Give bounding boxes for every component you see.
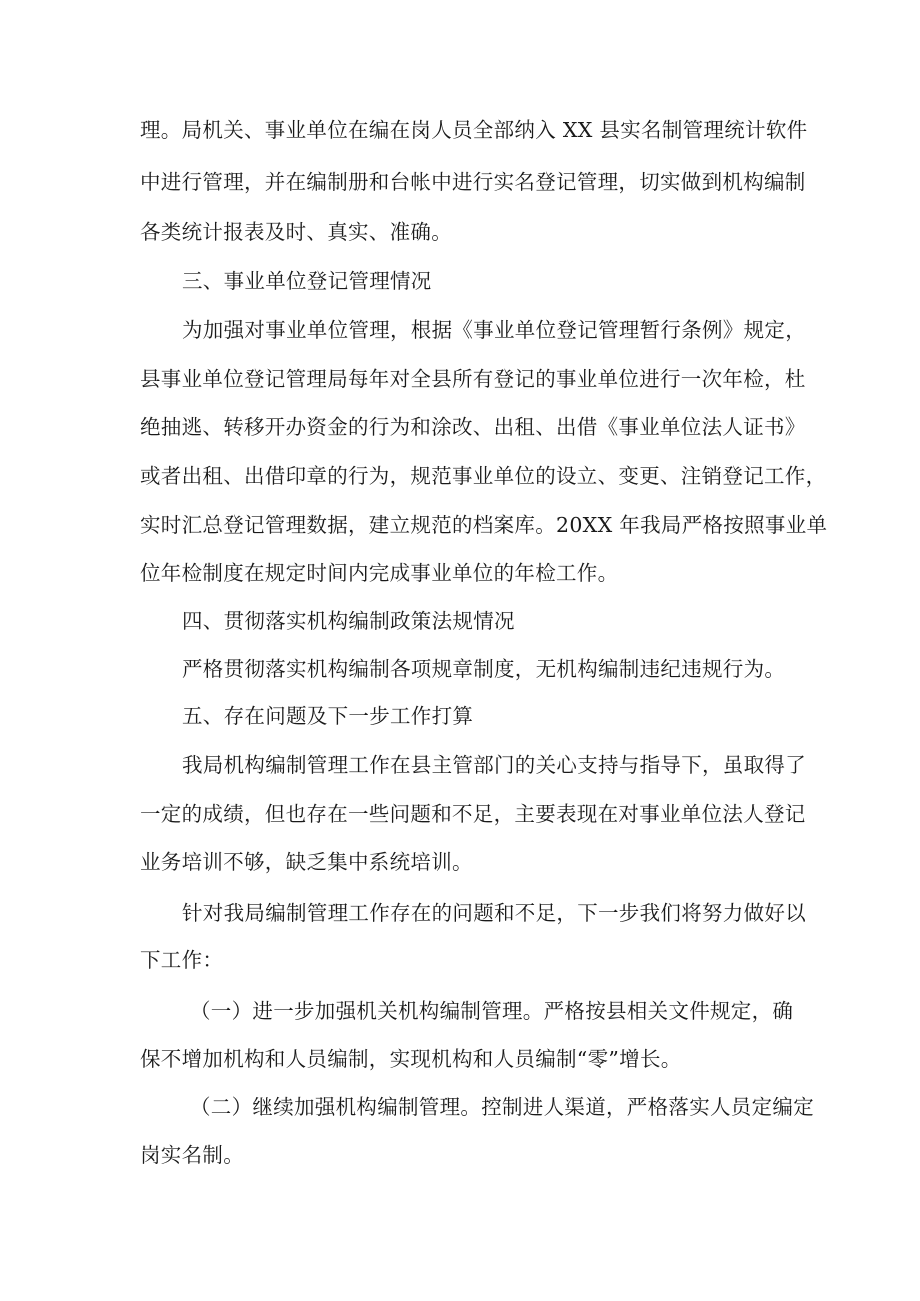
body-line: 我局机构编制管理工作在县主管部门的关心支持与指导下，虽取得了	[182, 753, 806, 777]
body-line: 岗实名制。	[140, 1143, 244, 1167]
body-line: 严格贯彻落实机构编制各项规章制度，无机构编制违纪违规行为。	[182, 657, 786, 681]
body-line: 位年检制度在规定时间内完成事业单位的年检工作。	[140, 561, 619, 585]
body-line: 为加强对事业单位管理，根据《事业单位登记管理暂行条例》规定，	[182, 318, 806, 342]
body-line: 针对我局编制管理工作存在的问题和不足，下一步我们将努力做好以	[182, 901, 806, 925]
body-line: 下工作：	[140, 948, 224, 972]
body-line: 保不增加机构和人员编制，实现机构和人员编制“零”增长。	[140, 1047, 682, 1071]
body-line: 一定的成绩，但也存在一些问题和不足，主要表现在对事业单位法人登记	[140, 802, 806, 826]
body-line: 业务培训不够，缺乏集中系统培训。	[140, 850, 473, 874]
section-heading-5: 五、存在问题及下一步工作打算	[182, 704, 474, 728]
body-line: 各类统计报表及时、真实、准确。	[140, 220, 452, 244]
body-line: 理。局机关、事业单位在编在岗人员全部纳入 XX 县实名制管理统计软件	[140, 118, 808, 142]
section-heading-4: 四、贯彻落实机构编制政策法规情况	[182, 609, 515, 633]
section-heading-3: 三、事业单位登记管理情况	[182, 269, 432, 293]
body-line: 实时汇总登记管理数据，建立规范的档案库。20XX 年我局严格按照事业单	[140, 513, 828, 537]
body-line: 或者出租、出借印章的行为，规范事业单位的设立、变更、注销登记工作，	[140, 464, 827, 488]
body-line: 中进行管理，并在编制册和台帐中进行实名登记管理，切实做到机构编制	[140, 170, 806, 194]
list-item-2: （二）继续加强机构编制管理。控制进人渠道，严格落实人员定编定	[190, 1095, 814, 1119]
list-item-1: （一）进一步加强机关机构编制管理。严格按县相关文件规定，确	[190, 999, 794, 1023]
body-line: 绝抽逃、转移开办资金的行为和涂改、出租、出借《事业单位法人证书》	[140, 415, 806, 439]
body-line: 县事业单位登记管理局每年对全县所有登记的事业单位进行一次年检，杜	[140, 367, 806, 391]
